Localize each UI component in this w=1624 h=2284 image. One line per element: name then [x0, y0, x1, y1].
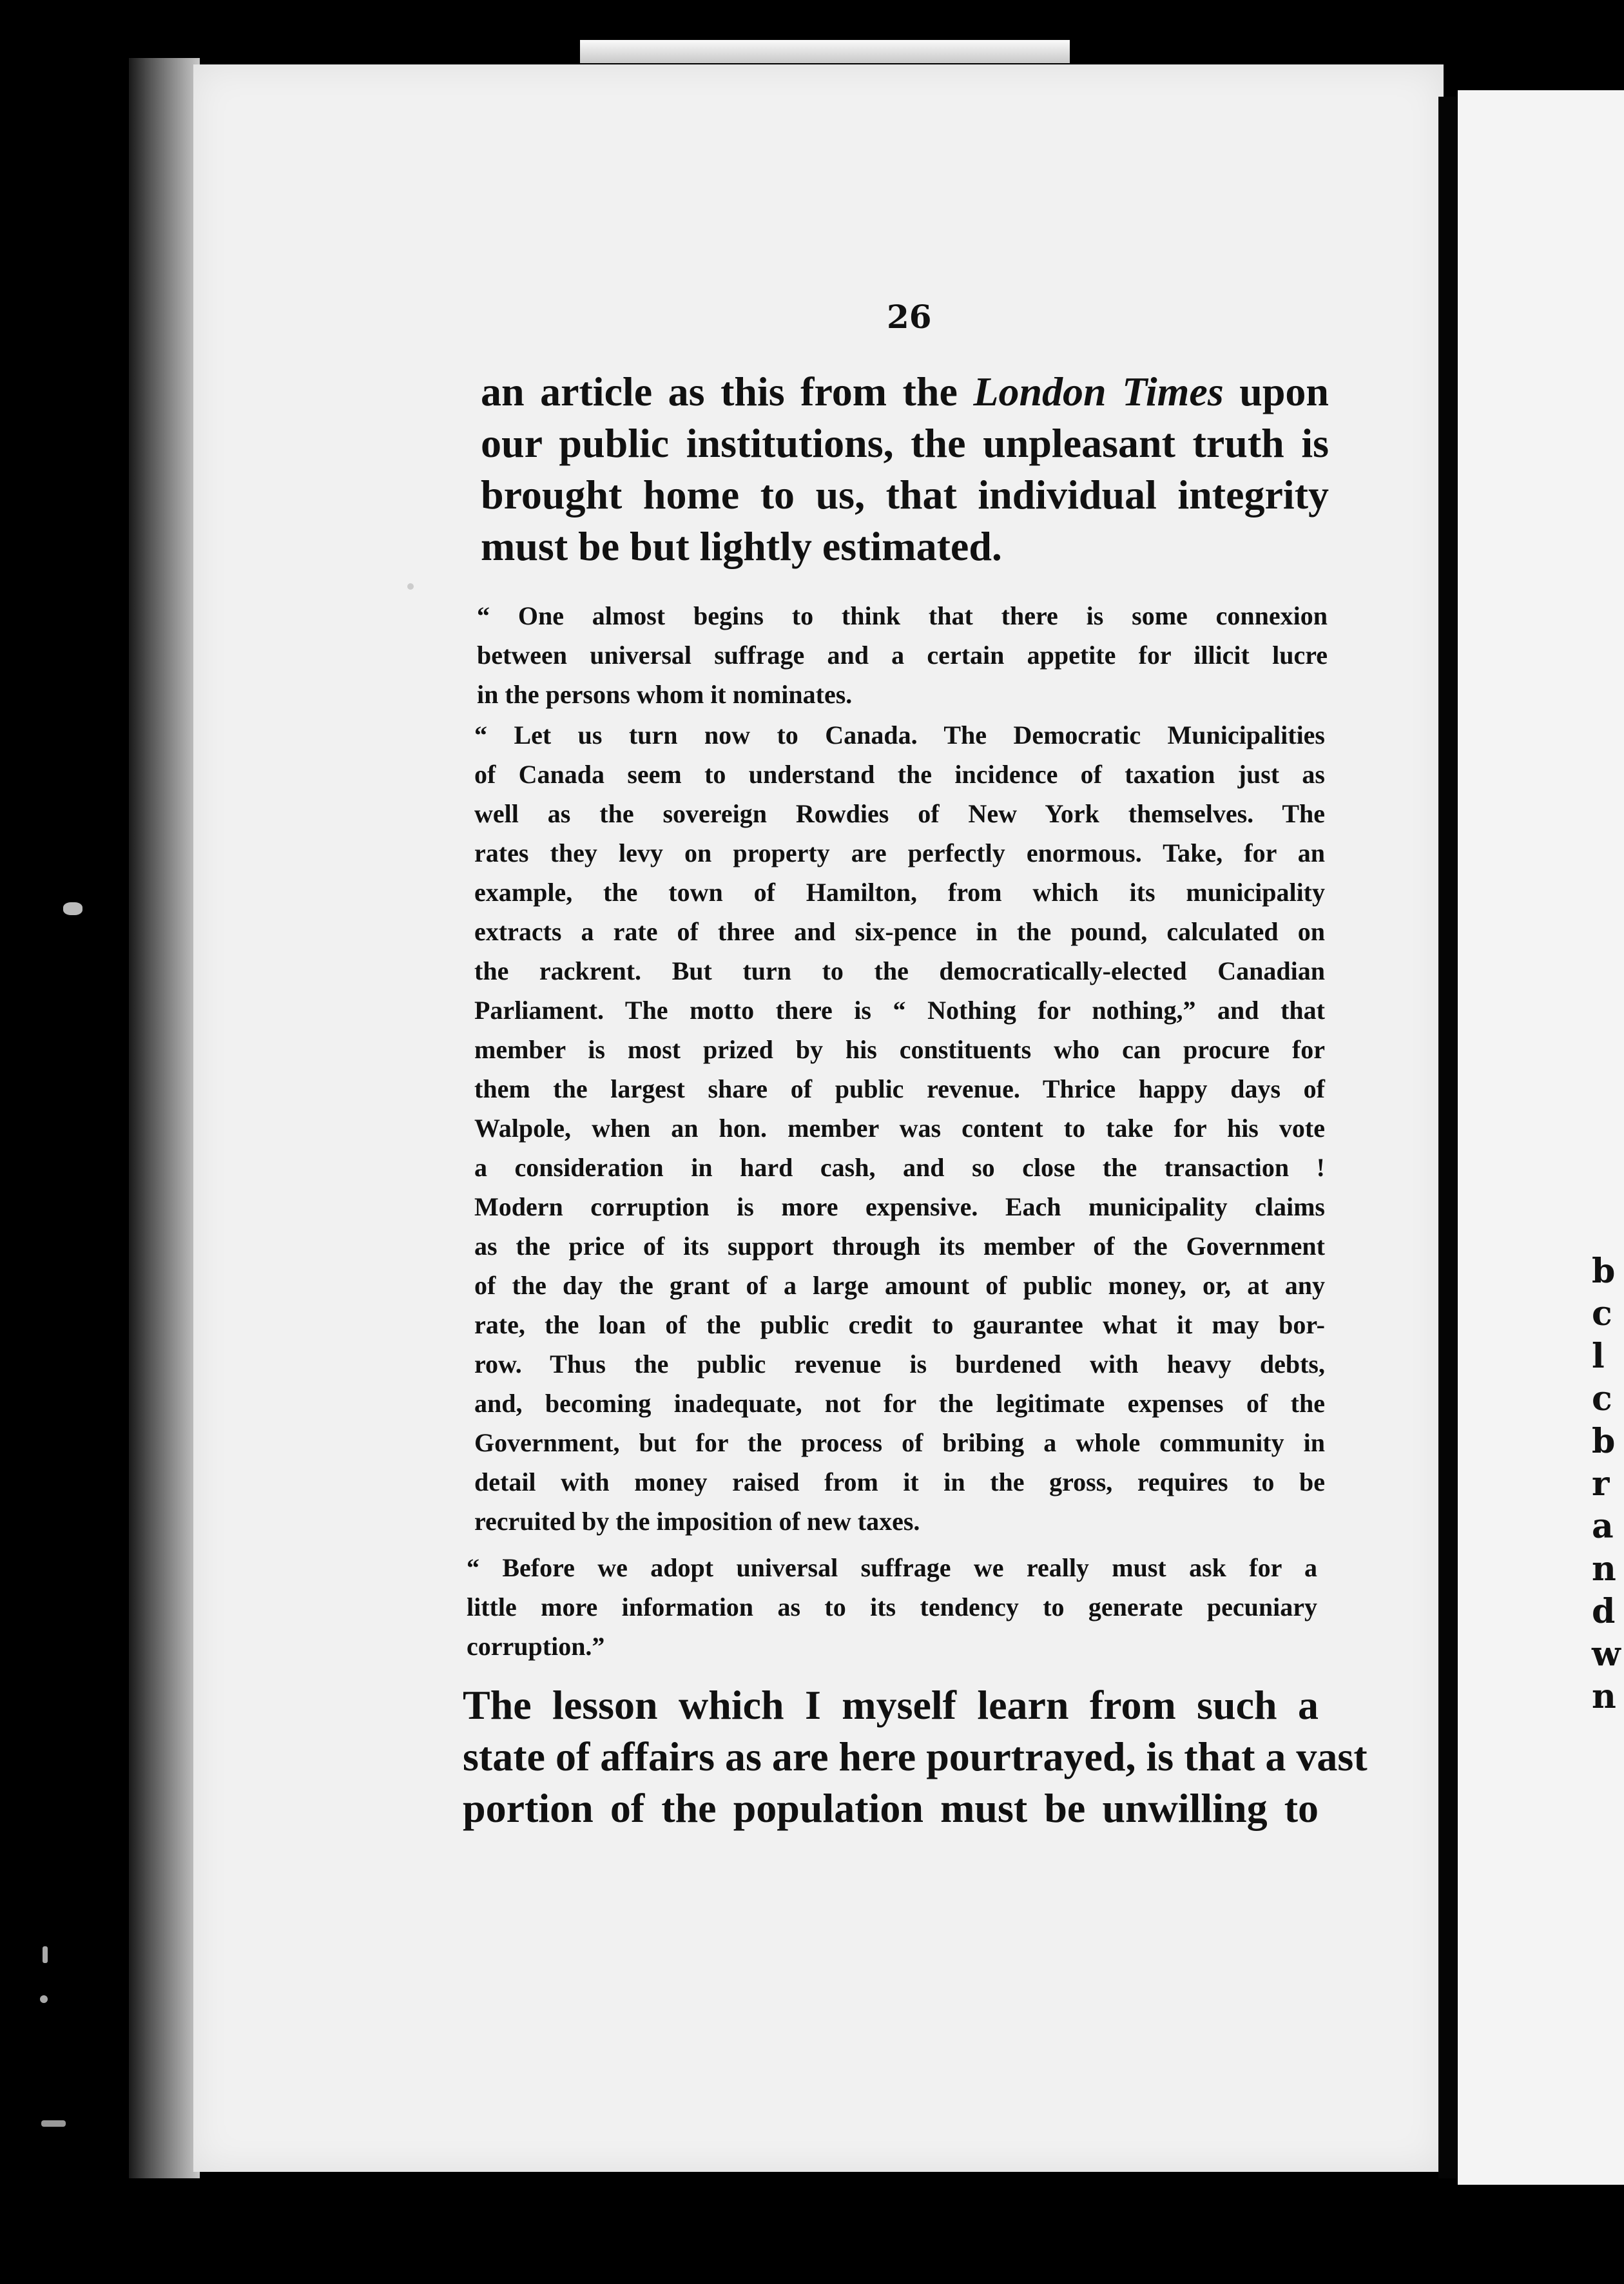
facing-fragment: c — [1592, 1294, 1612, 1333]
facing-page-fragments — [1592, 1250, 1624, 1718]
page-number: 26 — [887, 298, 932, 336]
quote-line: a consideration in hard cash, and so close the transaction ! — [474, 1153, 1325, 1182]
facing-fragment: n — [1592, 1549, 1616, 1589]
facing-fragment: n — [1592, 1677, 1616, 1716]
quote-line: member is most prized by his constituents who can procure for — [474, 1035, 1325, 1064]
ink-speck — [407, 583, 414, 590]
quote-line: as the price of its support through its member of the Government — [474, 1232, 1325, 1261]
facing-fragment: r — [1592, 1464, 1610, 1504]
facing-fragment: c — [1592, 1379, 1612, 1418]
facing-fragment: b — [1592, 1422, 1616, 1461]
quote-line: of Canada seem to understand the incidence of taxation just as — [474, 760, 1325, 789]
quote-line: little more information as to its tendency to generate pecuniary — [467, 1592, 1317, 1621]
text-line: state of affairs as are here pourtrayed, is that a vast — [463, 1734, 1368, 1779]
facing-fragment: b — [1592, 1252, 1616, 1291]
quote-line: Walpole, when an hon. member was content to take for his vote — [474, 1114, 1325, 1143]
page-stack-edge — [129, 58, 200, 2178]
top-page-strip — [580, 40, 1070, 63]
facing-fragment: d — [1592, 1592, 1616, 1631]
text-line: must be but lightly estimated. — [481, 523, 1002, 569]
quote-line: rate, the loan of the public credit to gaurantee what it may bor- — [474, 1310, 1325, 1339]
text-line: portion of the population must be unwilling to — [463, 1785, 1319, 1831]
quote-line: detail with money raised from it in the gross, requires to be — [474, 1467, 1325, 1496]
quote-paragraph-3 — [467, 1548, 1317, 1666]
scan-speck — [43, 1946, 48, 1963]
quote-line: and, becoming inadequate, not for the legitimate expenses of the — [474, 1389, 1325, 1418]
quote-line: “ Before we adopt universal suffrage we really must ask for a — [467, 1553, 1317, 1582]
scan-speck — [63, 902, 82, 915]
quote-line: “ Let us turn now to Canada. The Democratic Municipalities — [474, 721, 1325, 750]
quote-line: corruption.” — [467, 1632, 605, 1661]
scan-speck — [40, 1995, 48, 2003]
scan-speck — [41, 2120, 66, 2127]
quote-line: Modern corruption is more expensive. Each municipality claims — [474, 1192, 1325, 1221]
quote-line: “ One almost begins to think that there is some connexion — [477, 601, 1328, 630]
quote-line: row. Thus the public revenue is burdened with heavy debts, — [474, 1350, 1325, 1379]
quote-line: in the persons whom it nominates. — [477, 680, 853, 709]
quote-line: Parliament. The motto there is “ Nothing for nothing,” and that — [474, 996, 1325, 1025]
facing-fragment: a — [1592, 1507, 1614, 1546]
quote-line: them the largest share of public revenue. Thrice happy days of — [474, 1074, 1325, 1103]
quote-paragraph-2 — [474, 715, 1325, 1541]
quote-line: rates they levy on property are perfectly enormous. Take, for an — [474, 838, 1325, 867]
intro-paragraph — [481, 366, 1329, 572]
closing-paragraph — [463, 1679, 1368, 1834]
quote-line: example, the town of Hamilton, from which its municipality — [474, 878, 1325, 907]
facing-fragment: w — [1592, 1634, 1621, 1674]
quote-line: extracts a rate of three and six-pence in the pound, calculated on — [474, 917, 1325, 946]
text-line: brought home to us, that individual integrity — [481, 472, 1329, 518]
book-gutter — [1438, 97, 1456, 2178]
quote-line: well as the sovereign Rowdies of New York themselves. The — [474, 799, 1325, 828]
text-line: our public institutions, the unpleasant truth is — [481, 420, 1329, 466]
text-line: The lesson which I myself learn from such a — [463, 1682, 1319, 1728]
facing-fragment: l — [1592, 1337, 1605, 1376]
quote-line: of the day the grant of a large amount of public money, or, at any — [474, 1271, 1325, 1300]
quote-line: the rackrent. But turn to the democratically-elected Canadian — [474, 956, 1325, 985]
quote-line: between universal suffrage and a certain appetite for illicit lucre — [477, 641, 1328, 670]
quote-line: recruited by the imposition of new taxes. — [474, 1507, 920, 1536]
text-line: an article as this from the London Times upon — [481, 369, 1329, 414]
quote-paragraph-1 — [477, 596, 1328, 714]
quote-line: Government, but for the process of bribing a whole community in — [474, 1428, 1325, 1457]
periodical-title: London Times — [973, 369, 1224, 414]
right-page-sliver — [1458, 90, 1624, 2185]
